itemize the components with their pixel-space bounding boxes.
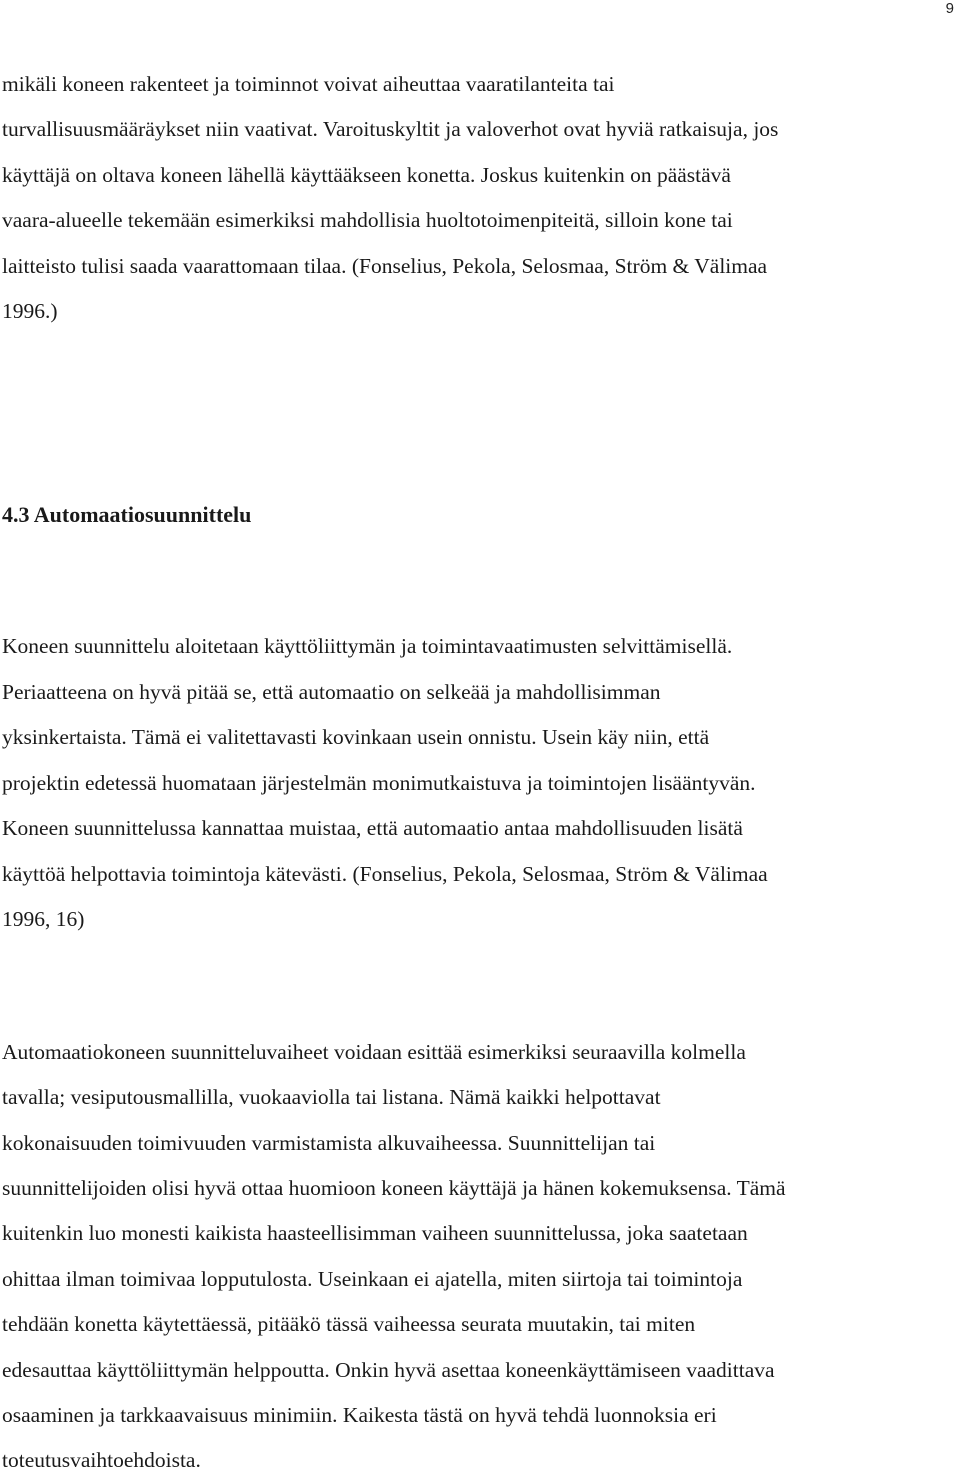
text-line: vaara-alueelle tekemään esimerkiksi mahdollisia huoltotoimenpiteitä, silloin kone tai	[2, 208, 733, 232]
text-line: tehdään konetta käytettäessä, pitääkö tässä vaiheessa seurata muutakin, tai miten	[2, 1312, 696, 1336]
text-line: tavalla; vesiputousmallilla, vuokaaviolla tai listana. Nämä kaikki helpottavat	[2, 1085, 661, 1109]
text-line: kuitenkin luo monesti kaikista haasteellisimman vaiheen suunnittelussa, joka saatetaan	[2, 1221, 748, 1245]
text-line: osaaminen ja tarkkaavaisuus minimiin. Kaikesta tästä on hyvä tehdä luonnoksia eri	[2, 1403, 717, 1427]
text-line: toteutusvaihtoehdoista.	[2, 1448, 201, 1472]
text-line: suunnittelijoiden olisi hyvä ottaa huomioon koneen käyttäjä ja hänen kokemuksensa. Tämä	[2, 1176, 786, 1200]
text-line: käyttöä helpottavia toimintoja kätevästi. (Fonselius, Pekola, Selosmaa, Ström & Välimaa	[2, 862, 768, 886]
text-line: kokonaisuuden toimivuuden varmistamista alkuvaiheessa. Suunnittelijan tai	[2, 1131, 656, 1155]
text-line: projektin edetessä huomataan järjestelmän monimutkaistuva ja toimintojen lisääntyvän.	[2, 771, 756, 795]
text-line: Periaatteena on hyvä pitää se, että automaatio on selkeää ja mahdollisimman	[2, 680, 661, 704]
section-heading: 4.3 Automaatiosuunnittelu	[2, 502, 252, 527]
text-line: Koneen suunnittelu aloitetaan käyttöliittymän ja toimintavaatimusten selvittämisellä.	[2, 634, 733, 658]
text-line: mikäli koneen rakenteet ja toiminnot voivat aiheuttaa vaaratilanteita tai	[2, 72, 615, 96]
text-line: käyttäjä on oltava koneen lähellä käyttääkseen konetta. Joskus kuitenkin on päästävä	[2, 163, 731, 187]
text-line: edesauttaa käyttöliittymän helppoutta. Onkin hyvä asettaa koneenkäyttämiseen vaadittava	[2, 1358, 775, 1382]
text-line: yksinkertaista. Tämä ei valitettavasti kovinkaan usein onnistu. Usein käy niin, että	[2, 725, 710, 749]
text-line: 1996, 16)	[2, 907, 85, 931]
text-line: Automaatiokoneen suunnitteluvaiheet voidaan esittää esimerkiksi seuraavilla kolmella	[2, 1040, 746, 1064]
text-line: ohittaa ilman toimivaa lopputulosta. Useinkaan ei ajatella, miten siirtoja tai toimintoja	[2, 1267, 743, 1291]
text-line: laitteisto tulisi saada vaarattomaan tilaa. (Fonselius, Pekola, Selosmaa, Ström & Välimaa	[2, 254, 768, 278]
text-line: turvallisuusmääräykset niin vaativat. Varoituskyltit ja valoverhot ovat hyviä ratkaisuja, jos	[2, 117, 779, 141]
text-line: Koneen suunnittelussa kannattaa muistaa, että automaatio antaa mahdollisuuden lisätä	[2, 816, 743, 840]
page-number: 9	[945, 0, 954, 17]
text-line: 1996.)	[2, 299, 58, 323]
